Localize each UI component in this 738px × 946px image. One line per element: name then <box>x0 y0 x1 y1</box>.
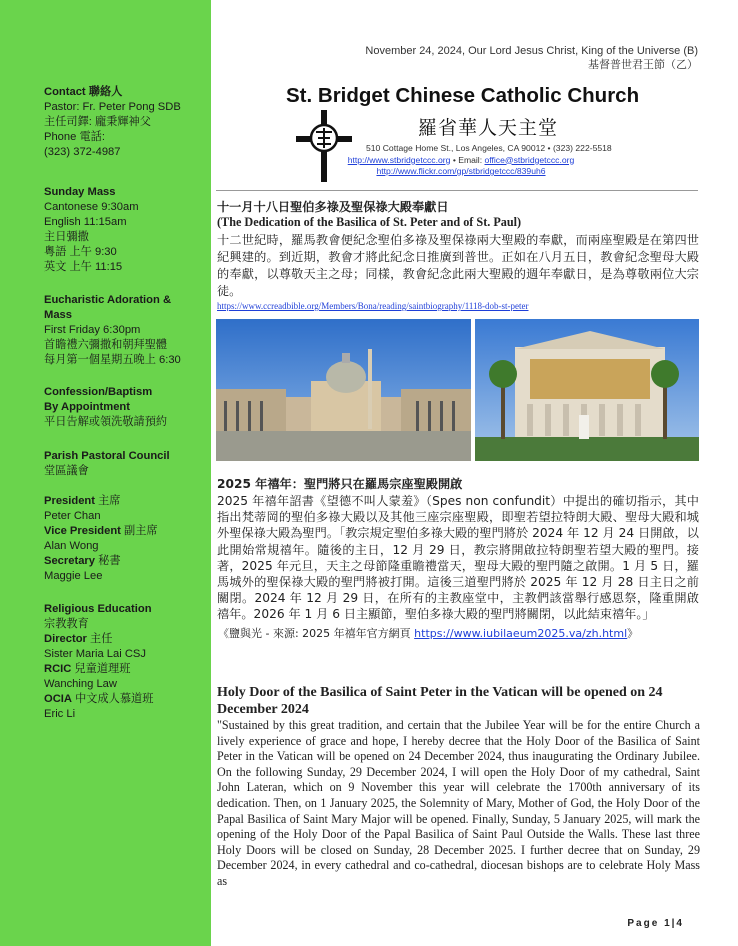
secretary-label: Secretary <box>44 555 96 567</box>
contact-line: Phone 電話: <box>44 131 105 143</box>
church-name: St. Bridget Chinese Catholic Church <box>286 84 640 107</box>
mass-line: 主日彌撒 <box>44 231 89 243</box>
email-link[interactable]: office@stbridgetccc.org <box>484 154 575 165</box>
confession-heading: By Appointment <box>44 401 130 413</box>
ocia-zh: 中文成人慕道班 <box>75 693 154 705</box>
council-heading: Parish Pastoral Council <box>44 450 170 462</box>
president-zh: 主席 <box>98 495 121 507</box>
ocia-label: OCIA <box>44 693 72 705</box>
ocia-name: Eric Li <box>44 708 76 720</box>
adoration-heading: Mass <box>44 309 72 321</box>
adoration-line: 每月第一個星期五晚上 6:30 <box>44 354 181 366</box>
email-label: • Email: <box>452 154 483 165</box>
religious-heading: Religious Education <box>44 603 152 615</box>
council-line: 堂區議會 <box>44 465 89 477</box>
mass-line: 粵語 上午 9:30 <box>44 246 117 258</box>
president-label: President <box>44 495 95 507</box>
vp-zh: 副主席 <box>124 525 158 537</box>
contact-phone: (323) 372-4987 <box>44 146 121 158</box>
article1-body: 十二世紀時，羅馬教會便紀念聖伯多祿及聖保祿兩大聖殿的奉獻，而兩座聖殿是在第四世紀興建的。到近期，教會才將此紀念日推廣到普世。正如在八月五日，教會紀念聖母大殿的奉獻，以尊敬天主之母；同樣，教會紀念此兩大聖殿的週年奉獻日，是為尊敬兩位大宗徒。 <box>217 233 699 298</box>
confession-block <box>44 385 209 430</box>
website-link[interactable]: http://www.stbridgetccc.org <box>347 154 451 165</box>
rcic-label: RCIC <box>44 663 72 675</box>
contact-heading: Contact 聯絡人 <box>44 86 123 98</box>
liturgical-date: November 24, 2024, Our Lord Jesus Christ, King of the Universe (B) <box>365 45 698 57</box>
secretary-zh: 秘書 <box>98 555 121 567</box>
adoration-block <box>44 293 209 368</box>
address-line: 510 Cottage Home St., Los Angeles, CA 90012 • (323) 222-5518 <box>366 143 612 153</box>
secretary-name: Maggie Lee <box>44 570 103 582</box>
president-name: Peter Chan <box>44 510 101 522</box>
officers-block <box>44 494 209 584</box>
vp-label: Vice President <box>44 525 121 537</box>
confession-heading: Confession/Baptism <box>44 386 153 398</box>
adoration-line: First Friday 6:30pm <box>44 324 141 336</box>
sidebar <box>0 0 211 946</box>
religious-zh: 宗教教育 <box>44 618 89 630</box>
address-block <box>347 143 666 178</box>
feast-zh: 基督普世君王節（乙） <box>588 59 698 71</box>
contact-line: Pastor: Fr. Peter Pong SDB <box>44 101 181 113</box>
article3-title: Holy Door of the Basilica of Saint Peter in the Vatican will be opened on 24 December 2024 <box>217 685 663 717</box>
flickr-link[interactable]: http://www.flickr.com/gp/stbridgetccc/839uh6 <box>376 166 546 176</box>
article2-source <box>218 625 638 641</box>
council-block <box>44 449 209 479</box>
article1-title-zh: 十一月十八日聖伯多祿及聖保祿大殿奉獻日 <box>217 200 449 214</box>
church-name-zh: 羅省華人天主堂 <box>418 118 559 139</box>
article3-body: "Sustained by this great tradition, and certain that the Jubilee Year will be for the entire Church a lively experience of grace and hope, I hereby decree that the Holy Door of the Basilica of Saint Peter in the Vatican will be opened on 24 December 2024, thus inaugurating the Ordinary Jubilee. On the following Sunday, 29 December 2024, I will open the Holy Door of my cathedral, Saint John Lateran, which on 9 November this year will celebrate the 1700th anniversary of its dedication. Then, on 1 January 2025, the Solemnity of Mary, Mother of God, the Holy Door of the Papal Basilica of Saint Mary Major will be opened. Finally, Sunday, 5 January 2025, will mark the opening of the Holy Door of the Papal Basilica of Saint Paul Outside the Walls. These last three Holy Doors will be closed on Sunday, 28 December 2025. I further decree that on Sunday, 29 December 2024, in every cathedral and co-cathedral, diocesan bishops are to celebrate Holy Mass as <box>217 718 700 888</box>
page-number: Page 1|4 <box>627 918 684 929</box>
director-name: Sister Maria Lai CSJ <box>44 648 146 660</box>
religious-block <box>44 602 209 722</box>
director-label: Director <box>44 633 87 645</box>
mass-line: Cantonese 9:30am <box>44 201 139 213</box>
st-paul-basilica-photo <box>475 319 699 461</box>
vp-name: Alan Wong <box>44 540 99 552</box>
date-line <box>365 44 698 72</box>
mass-block <box>44 185 209 275</box>
rcic-name: Wanching Law <box>44 678 117 690</box>
mass-heading: Sunday Mass <box>44 186 116 198</box>
header-divider <box>216 190 698 191</box>
rcic-zh: 兒童道理班 <box>74 663 131 675</box>
confession-line: 平日告解或領洗敬請預約 <box>44 416 168 428</box>
mass-line: 英文 上午 11:15 <box>44 261 123 273</box>
adoration-line: 首瞻禮六彌撒和朝拜聖體 <box>44 339 168 351</box>
mass-line: English 11:15am <box>44 216 127 228</box>
contact-line: 主任司鐸: 龐秉輝神父 <box>44 116 151 128</box>
article2-title: 2025 年禧年：聖門將只在羅馬宗座聖殿開啟 <box>217 477 463 491</box>
director-zh: 主任 <box>90 633 113 645</box>
article1-title-en: (The Dedication of the Basilica of St. Peter and of St. Paul) <box>217 215 522 229</box>
jubilee-link[interactable]: https://www.iubilaeum2025.va/zh.html <box>414 627 628 640</box>
source-suffix: 》 <box>627 627 639 640</box>
contact-block <box>44 85 209 160</box>
article1-link[interactable]: https://www.ccreadbible.org/Members/Bona/reading/saintbiography/1118-dob-st-peter <box>217 301 529 311</box>
source-prefix: 《鹽與光 - 來源: 2025 年禧年官方網頁 <box>218 627 411 640</box>
st-peter-basilica-photo <box>216 319 471 461</box>
adoration-heading: Eucharistic Adoration & <box>44 294 172 306</box>
article2-body: 2025 年禧年詔書《望德不叫人蒙羞》（Spes non confundit）中提出的確切指示，其中指出梵蒂岡的聖伯多祿大殿以及其他三座宗座聖殿，即聖若望拉特朗大殿、聖母大殿和城外聖保祿大殿為聖門。「教宗規定聖伯多祿大殿的聖門將於 2024 年 12 月 24 日開啟，以此開始常規禧年。隨後的主日，12 月 29 日，教宗將開啟拉特朗聖若望大殿的聖門。接著，2025 年元旦，天主之母節隆重瞻禮當天，聖母大殿的聖門隨之啟開。1 月 5 日，羅馬城外的聖保祿大殿的聖門將被打開。這後三道聖門將於 2025 年 12 月 28 日主日之前關閉。2024 年 12 月 29 日，在所有的主教座堂中，主教們該當舉行感恩祭，隆重開啟禧年。2026 年 1 月 6 日主顯節，聖伯多祿大殿的聖門將關閉，以此結束禧年。」 <box>217 494 699 622</box>
